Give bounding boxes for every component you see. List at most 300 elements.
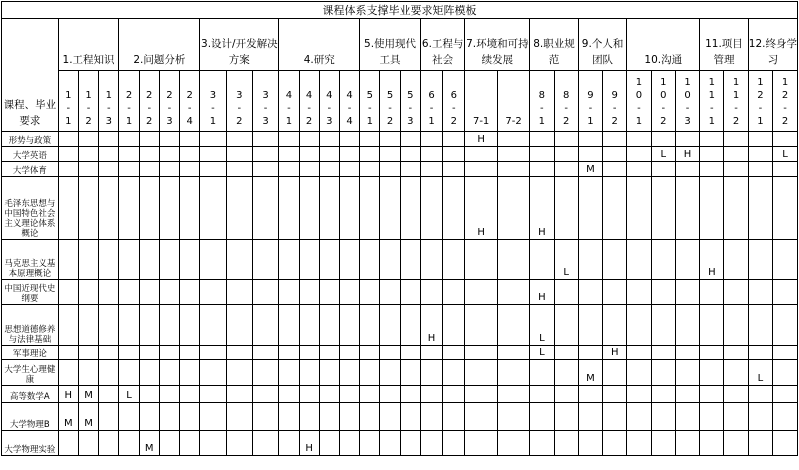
support-mark-cell	[400, 305, 420, 346]
support-mark-cell	[700, 132, 724, 147]
support-mark-cell	[99, 403, 119, 431]
indicator-header-row	[2, 71, 798, 132]
support-mark-cell	[360, 132, 380, 147]
support-mark-cell	[99, 240, 119, 280]
support-mark-cell	[279, 147, 299, 162]
indicator-header: 6 - 1	[420, 71, 442, 132]
support-mark-cell	[279, 132, 299, 147]
requirement-header: 11.项目管理	[700, 19, 749, 71]
support-mark-cell	[443, 177, 465, 240]
support-mark-cell	[651, 280, 675, 305]
indicator-header: 1 1 - 2	[724, 71, 748, 132]
support-mark-cell	[497, 147, 529, 162]
course-name: 大学生心理健康	[2, 360, 59, 386]
course-row	[2, 162, 798, 177]
support-mark-cell	[339, 147, 359, 162]
requirement-header: 4.研究	[279, 19, 360, 71]
support-mark-cell	[339, 162, 359, 177]
requirement-header: 6.工程与社会	[420, 19, 465, 71]
support-mark-cell	[554, 147, 578, 162]
course-row	[2, 360, 798, 386]
support-mark-cell	[497, 162, 529, 177]
support-mark-cell	[748, 147, 772, 162]
support-mark-cell: H	[603, 346, 627, 360]
support-mark-cell	[319, 346, 339, 360]
indicator-header: 1 2 - 1	[748, 71, 772, 132]
course-row	[2, 177, 798, 240]
support-mark-cell	[700, 431, 724, 456]
support-mark-cell	[226, 162, 252, 177]
support-mark-cell	[420, 280, 442, 305]
support-mark-cell	[380, 177, 400, 240]
support-mark-cell	[651, 360, 675, 386]
support-mark-cell	[578, 431, 602, 456]
support-mark-cell	[497, 177, 529, 240]
course-row	[2, 132, 798, 147]
support-mark-cell	[139, 360, 159, 386]
support-mark-cell	[319, 280, 339, 305]
support-mark-cell	[443, 162, 465, 177]
support-mark-cell	[748, 431, 772, 456]
support-mark-cell	[724, 360, 748, 386]
support-mark-cell	[675, 386, 699, 403]
support-mark-cell: L	[554, 240, 578, 280]
support-mark-cell	[627, 162, 651, 177]
support-mark-cell	[700, 386, 724, 403]
support-mark-cell: H	[420, 305, 442, 346]
support-mark-cell	[724, 305, 748, 346]
indicator-header: 5 - 1	[360, 71, 380, 132]
support-mark-cell: M	[578, 360, 602, 386]
support-mark-cell: M	[58, 403, 78, 431]
support-mark-cell	[319, 386, 339, 403]
support-mark-cell	[700, 147, 724, 162]
course-name: 高等数学A	[2, 386, 59, 403]
support-mark-cell	[724, 132, 748, 147]
support-mark-cell	[252, 132, 278, 147]
support-mark-cell	[252, 431, 278, 456]
support-mark-cell	[99, 177, 119, 240]
support-mark-cell	[627, 305, 651, 346]
support-mark-cell	[119, 280, 139, 305]
support-mark-cell: L	[748, 360, 772, 386]
indicator-header: 9 - 1	[578, 71, 602, 132]
support-mark-cell	[380, 240, 400, 280]
support-mark-cell	[58, 360, 78, 386]
support-mark-cell	[58, 346, 78, 360]
support-mark-cell	[200, 305, 226, 346]
support-mark-cell	[58, 240, 78, 280]
support-mark-cell	[675, 360, 699, 386]
support-mark-cell	[465, 240, 497, 280]
support-mark-cell	[400, 147, 420, 162]
support-mark-cell	[497, 132, 529, 147]
indicator-header: 1 2 - 2	[773, 71, 798, 132]
support-mark-cell	[380, 132, 400, 147]
support-mark-cell	[627, 147, 651, 162]
support-mark-cell	[339, 346, 359, 360]
support-mark-cell	[360, 403, 380, 431]
support-mark-cell	[339, 403, 359, 431]
support-mark-cell	[420, 403, 442, 431]
support-mark-cell	[99, 431, 119, 456]
support-mark-cell: H	[465, 132, 497, 147]
support-mark-cell	[139, 162, 159, 177]
support-mark-cell	[554, 177, 578, 240]
support-mark-cell	[339, 386, 359, 403]
support-mark-cell	[420, 346, 442, 360]
support-mark-cell	[299, 240, 319, 280]
support-mark-cell	[200, 403, 226, 431]
support-mark-cell	[360, 346, 380, 360]
support-mark-cell: M	[139, 431, 159, 456]
support-mark-cell	[603, 280, 627, 305]
support-mark-cell	[700, 403, 724, 431]
support-mark-cell	[226, 177, 252, 240]
support-mark-cell	[252, 280, 278, 305]
support-mark-cell	[99, 386, 119, 403]
support-mark-cell	[319, 147, 339, 162]
support-mark-cell	[700, 280, 724, 305]
support-mark-cell	[200, 346, 226, 360]
support-mark-cell	[627, 132, 651, 147]
support-mark-cell	[773, 403, 798, 431]
support-mark-cell	[159, 403, 179, 431]
support-mark-cell	[651, 431, 675, 456]
support-mark-cell	[226, 431, 252, 456]
support-mark-cell	[159, 280, 179, 305]
support-mark-cell: L	[530, 346, 554, 360]
support-mark-cell	[420, 431, 442, 456]
support-mark-cell	[748, 346, 772, 360]
support-mark-cell	[200, 240, 226, 280]
support-mark-cell	[159, 132, 179, 147]
support-mark-cell	[651, 240, 675, 280]
support-mark-cell	[119, 346, 139, 360]
support-mark-cell	[159, 386, 179, 403]
support-mark-cell	[748, 403, 772, 431]
support-mark-cell	[200, 162, 226, 177]
support-mark-cell	[99, 305, 119, 346]
support-mark-cell	[530, 162, 554, 177]
support-mark-cell	[360, 305, 380, 346]
course-row	[2, 147, 798, 162]
support-mark-cell	[400, 240, 420, 280]
support-mark-cell	[78, 280, 98, 305]
support-mark-cell	[675, 305, 699, 346]
support-mark-cell	[748, 386, 772, 403]
support-mark-cell	[319, 177, 339, 240]
support-mark-cell	[651, 403, 675, 431]
support-mark-cell	[700, 305, 724, 346]
support-mark-cell	[78, 305, 98, 346]
support-mark-cell	[339, 431, 359, 456]
course-row	[2, 305, 798, 346]
support-mark-cell	[700, 177, 724, 240]
support-mark-cell	[627, 346, 651, 360]
support-mark-cell: M	[78, 386, 98, 403]
support-mark-cell	[99, 280, 119, 305]
support-mark-cell: H	[530, 177, 554, 240]
support-mark-cell	[99, 162, 119, 177]
support-mark-cell	[497, 346, 529, 360]
support-mark-cell	[200, 177, 226, 240]
indicator-header: 8 - 1	[530, 71, 554, 132]
indicator-header: 1 - 1	[58, 71, 78, 132]
support-mark-cell: H	[530, 280, 554, 305]
support-mark-cell	[748, 132, 772, 147]
support-mark-cell	[180, 305, 200, 346]
support-mark-cell	[497, 305, 529, 346]
support-mark-cell	[773, 360, 798, 386]
indicator-header: 3 - 2	[226, 71, 252, 132]
support-mark-cell	[420, 386, 442, 403]
support-mark-cell	[252, 403, 278, 431]
indicator-header: 4 - 4	[339, 71, 359, 132]
support-mark-cell: L	[651, 147, 675, 162]
support-mark-cell	[627, 360, 651, 386]
support-mark-cell	[180, 360, 200, 386]
support-mark-cell	[724, 240, 748, 280]
support-mark-cell	[299, 386, 319, 403]
support-mark-cell	[159, 240, 179, 280]
support-mark-cell	[443, 360, 465, 386]
requirement-header: 5.使用现代工具	[360, 19, 421, 71]
support-mark-cell	[724, 346, 748, 360]
support-mark-cell	[119, 360, 139, 386]
course-row	[2, 403, 798, 431]
support-mark-cell	[700, 162, 724, 177]
support-mark-cell	[497, 360, 529, 386]
support-mark-cell	[299, 177, 319, 240]
support-mark-cell	[299, 360, 319, 386]
support-mark-cell	[578, 305, 602, 346]
support-mark-cell	[159, 305, 179, 346]
support-mark-cell	[497, 431, 529, 456]
support-mark-cell	[58, 305, 78, 346]
support-mark-cell	[200, 431, 226, 456]
support-mark-cell	[603, 386, 627, 403]
support-mark-cell	[252, 162, 278, 177]
support-mark-cell	[252, 360, 278, 386]
support-mark-cell	[700, 346, 724, 360]
support-mark-cell	[400, 360, 420, 386]
support-mark-cell	[279, 346, 299, 360]
support-mark-cell	[78, 360, 98, 386]
support-mark-cell: H	[299, 431, 319, 456]
support-mark-cell	[748, 177, 772, 240]
indicator-header: 2 - 1	[119, 71, 139, 132]
support-mark-cell	[380, 147, 400, 162]
support-mark-cell	[319, 431, 339, 456]
support-mark-cell	[554, 280, 578, 305]
support-mark-cell	[319, 360, 339, 386]
support-mark-cell	[530, 147, 554, 162]
support-mark-cell	[465, 280, 497, 305]
support-mark-cell	[530, 360, 554, 386]
support-mark-cell	[299, 403, 319, 431]
support-mark-cell	[675, 431, 699, 456]
support-mark-cell	[159, 177, 179, 240]
support-mark-cell	[200, 280, 226, 305]
support-mark-cell	[773, 280, 798, 305]
support-mark-cell	[748, 240, 772, 280]
support-mark-cell	[78, 177, 98, 240]
support-mark-cell	[497, 403, 529, 431]
support-mark-cell	[443, 403, 465, 431]
support-mark-cell	[465, 360, 497, 386]
support-mark-cell	[603, 305, 627, 346]
support-mark-cell: L	[119, 386, 139, 403]
support-mark-cell	[380, 346, 400, 360]
indicator-header: 4 - 1	[279, 71, 299, 132]
support-mark-cell	[724, 280, 748, 305]
support-mark-cell	[603, 240, 627, 280]
support-mark-cell	[200, 132, 226, 147]
support-mark-cell	[252, 386, 278, 403]
support-mark-cell	[360, 280, 380, 305]
support-mark-cell	[578, 346, 602, 360]
support-mark-cell	[159, 360, 179, 386]
support-mark-cell	[226, 305, 252, 346]
support-mark-cell	[380, 305, 400, 346]
support-mark-cell	[119, 403, 139, 431]
support-mark-cell: M	[578, 162, 602, 177]
support-mark-cell	[139, 280, 159, 305]
support-mark-cell	[465, 431, 497, 456]
support-mark-cell	[443, 147, 465, 162]
matrix-title: 课程体系支撑毕业要求矩阵模板	[2, 2, 798, 19]
support-mark-cell	[299, 132, 319, 147]
course-name: 中国近现代史纲要	[2, 280, 59, 305]
support-mark-cell	[443, 132, 465, 147]
support-mark-cell	[420, 177, 442, 240]
support-matrix-table	[1, 1, 798, 456]
support-mark-cell	[299, 305, 319, 346]
support-mark-cell: L	[773, 147, 798, 162]
support-mark-cell	[400, 177, 420, 240]
support-mark-cell	[420, 360, 442, 386]
support-mark-cell: H	[675, 147, 699, 162]
support-mark-cell	[78, 132, 98, 147]
support-mark-cell	[58, 431, 78, 456]
support-mark-cell	[530, 132, 554, 147]
support-mark-cell	[58, 162, 78, 177]
support-mark-cell	[465, 403, 497, 431]
indicator-header: 2 - 3	[159, 71, 179, 132]
support-mark-cell	[603, 431, 627, 456]
support-mark-cell	[139, 132, 159, 147]
support-mark-cell	[724, 403, 748, 431]
support-mark-cell	[400, 280, 420, 305]
support-mark-cell	[299, 162, 319, 177]
support-mark-cell	[554, 431, 578, 456]
support-mark-cell	[319, 132, 339, 147]
support-mark-cell	[180, 431, 200, 456]
support-mark-cell	[627, 403, 651, 431]
support-mark-cell	[554, 305, 578, 346]
support-mark-cell	[319, 240, 339, 280]
support-mark-cell	[200, 147, 226, 162]
support-mark-cell	[400, 403, 420, 431]
support-mark-cell	[773, 240, 798, 280]
support-mark-cell	[252, 147, 278, 162]
support-mark-cell: M	[78, 403, 98, 431]
support-mark-cell	[627, 280, 651, 305]
support-mark-cell	[748, 305, 772, 346]
support-mark-cell	[724, 177, 748, 240]
support-mark-cell	[443, 346, 465, 360]
support-mark-cell	[603, 162, 627, 177]
support-mark-cell	[226, 360, 252, 386]
support-mark-cell	[578, 240, 602, 280]
support-mark-cell	[530, 403, 554, 431]
indicator-header: 5 - 3	[400, 71, 420, 132]
support-mark-cell	[279, 360, 299, 386]
support-mark-cell	[78, 240, 98, 280]
support-mark-cell	[226, 132, 252, 147]
support-mark-cell	[119, 132, 139, 147]
support-mark-cell	[578, 177, 602, 240]
support-mark-cell	[180, 346, 200, 360]
support-mark-cell	[675, 162, 699, 177]
indicator-header: 2 - 4	[180, 71, 200, 132]
support-mark-cell: L	[530, 305, 554, 346]
requirement-header: 8.职业规范	[530, 19, 579, 71]
support-mark-cell	[380, 403, 400, 431]
support-mark-cell	[465, 147, 497, 162]
support-mark-cell	[700, 360, 724, 386]
support-mark-cell	[360, 147, 380, 162]
support-mark-cell	[252, 305, 278, 346]
support-mark-cell	[339, 240, 359, 280]
support-mark-cell	[443, 386, 465, 403]
support-mark-cell	[675, 177, 699, 240]
support-mark-cell	[773, 162, 798, 177]
title-row	[2, 2, 798, 19]
support-mark-cell	[360, 360, 380, 386]
support-mark-cell	[226, 240, 252, 280]
support-mark-cell	[651, 177, 675, 240]
support-mark-cell	[530, 386, 554, 403]
support-mark-cell	[603, 147, 627, 162]
indicator-header: 1 0 - 3	[675, 71, 699, 132]
support-mark-cell	[578, 132, 602, 147]
support-mark-cell	[159, 162, 179, 177]
support-mark-cell	[159, 147, 179, 162]
support-mark-cell	[139, 346, 159, 360]
support-mark-cell	[180, 280, 200, 305]
support-mark-cell	[360, 240, 380, 280]
support-mark-cell	[339, 132, 359, 147]
support-mark-cell	[159, 346, 179, 360]
support-mark-cell	[279, 280, 299, 305]
course-row	[2, 240, 798, 280]
requirement-header: 10.沟通	[627, 19, 700, 71]
support-mark-cell	[627, 177, 651, 240]
support-mark-cell	[180, 147, 200, 162]
support-mark-cell	[400, 162, 420, 177]
support-mark-cell	[651, 162, 675, 177]
support-mark-cell	[180, 132, 200, 147]
support-mark-cell	[226, 280, 252, 305]
support-mark-cell	[319, 305, 339, 346]
course-name: 思想道德修养与法律基础	[2, 305, 59, 346]
support-mark-cell	[339, 360, 359, 386]
requirement-header: 12.终身学习	[748, 19, 797, 71]
support-mark-cell	[443, 431, 465, 456]
support-mark-cell	[465, 305, 497, 346]
